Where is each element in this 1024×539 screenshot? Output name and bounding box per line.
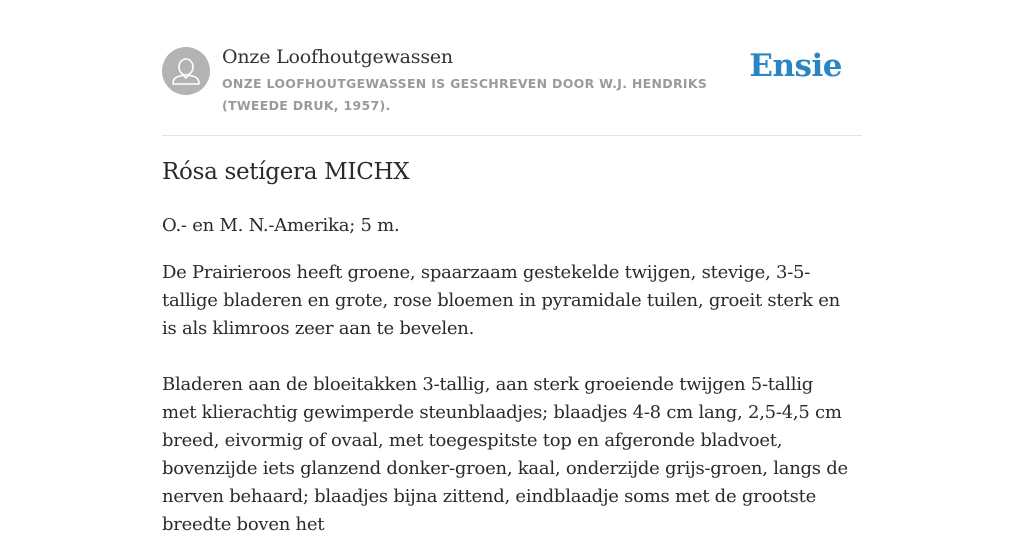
book-description: ONZE LOOFHOUTGEWASSEN IS GESCHREVEN DOOR W.J. HENDRIKS (TWEEDE DRUK, 1957).: [222, 76, 708, 113]
entry-title: Rósa setígera MICHX: [162, 159, 410, 185]
user-icon: [162, 47, 210, 95]
header: [162, 40, 862, 135]
entry-paragraph: O.- en M. N.-Amerika; 5 m.: [162, 215, 400, 236]
book-title[interactable]: Onze Loofhoutgewassen: [222, 46, 453, 68]
entry-paragraph: De Prairieroos heeft groene, spaarzaam gestekelde twijgen, stevige, 3-5-tallige bladeren en grote, rose bloemen in pyramidale tuilen, groeit sterk en is als klimroos zeer aan te bevelen.: [162, 262, 841, 339]
ensie-logo[interactable]: Ensie: [749, 48, 842, 84]
entry-content: [162, 212, 852, 539]
header-divider: [162, 135, 862, 136]
entry-paragraph: Bladeren aan de bloeitakken 3-tallig, aan sterk groeiende twijgen 5-tallig met klierachtig gewimperde steunblaadjes; blaadjes 4-8 cm lang, 2,5-4,5 cm breed, eivormig of ovaal, met toegespitste top en afgeronde bladvoet, bovenzijde iets glanzend donker-groen, kaal, onderzijde grijs-groen, langs de nerven behaard; blaadjes bijna zittend, eindblaadje soms met de grootste breedte boven het: [162, 374, 848, 535]
